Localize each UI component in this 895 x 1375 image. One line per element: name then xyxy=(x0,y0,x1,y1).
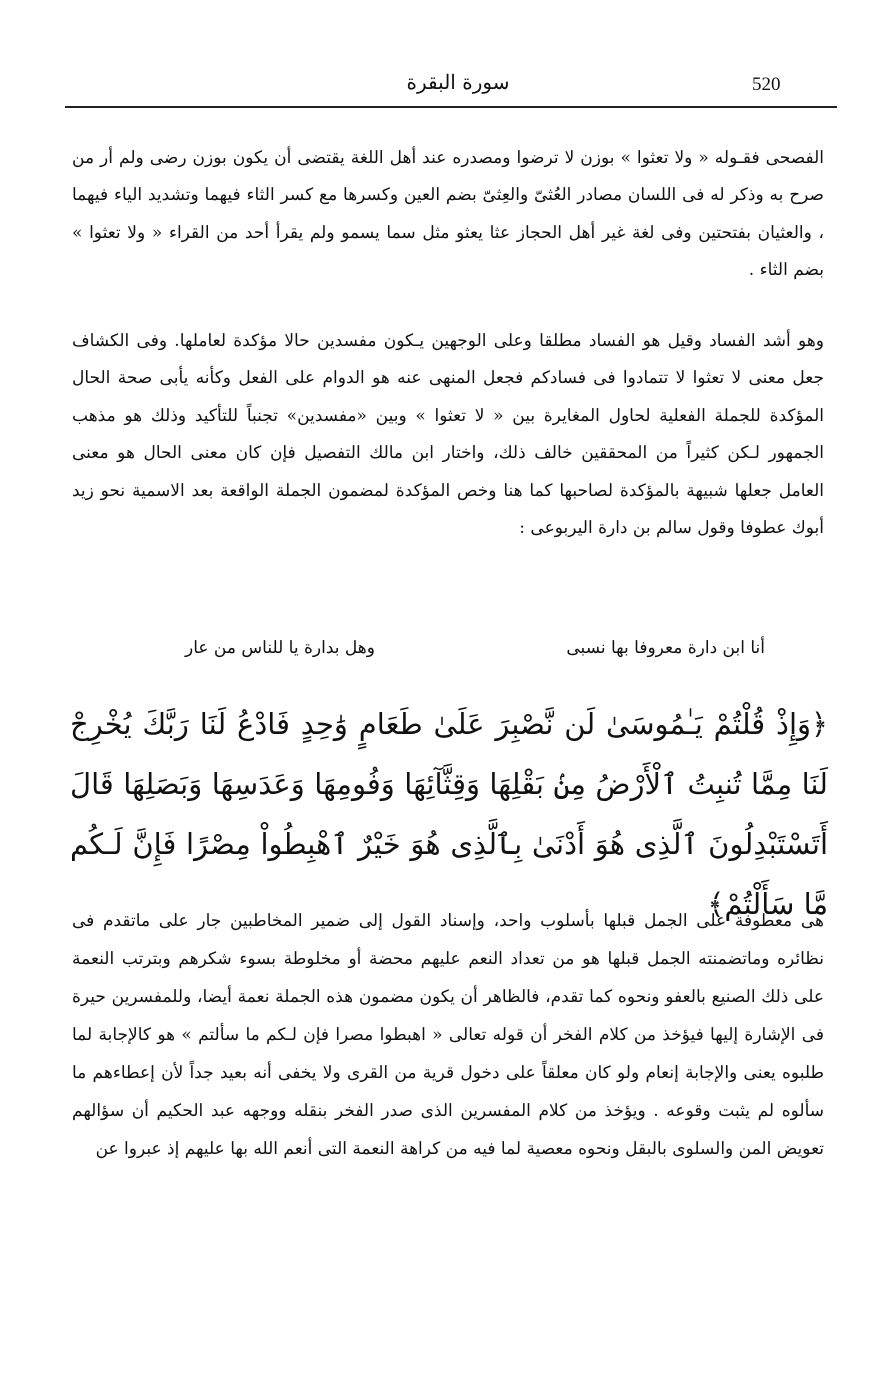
paragraph-3: هى معطوفة على الجمل قبلها بأسلوب واحد، وإسناد القول إلى ضمير المخاطبين جار على ماتقدم فى نظائره وماتضمنته الجمل قبلها هو من تعداد النعم عليهم محضة أو مخلوطة بسوء شكرهم وبترتب النعمة على ذلك الصنيع بالعفو ونحوه كما تقدم، فالظاهر أن يكون مضمون هذه الجملة نعمة أيضا، وللمفسرين حيرة فى الإشارة إليها فيؤخذ من كلام الفخر أن قوله تعالى « اهبطوا مصرا فإن لـكم ما سألتم » هو كالإجابة لما طلبوه يعنى والإجابة إنعام ولو كان معلقاً على دخول قرية من القرى ولا يخفى أنه بعيد جداً لأن إعطاءهم ما سألوه لم يثبت وقوعه . ويؤخذ من كلام المفسرين الذى صدر الفخر بنقله ووجهه عبد الحكيم أن سؤالهم تعويض المن والسلوى بالبقل ونحوه معصية لما فيه من كراهة النعمة التى أنعم الله بها عليهم إذ عبروا عن xyxy=(72,911,824,1159)
paragraph-2: وهو أشد الفساد وقيل هو الفساد مطلقا وعلى الوجهين يـكون مفسدين حالا مؤكدة لعاملها. وفى الكشاف جعل معنى لا تعثوا لا تتمادوا فى فسادكم فجعل المنهى عنه هو الدوام على الفعل وكأنه يأبى صحة الحال المؤكدة للجملة الفعلية لحاول المغايرة بين « لا تعثوا » وبين «مفسدين» تجنباً للتأكيد وذلك هو مذهب الجمهور لـكن كثيراً من المحققين خالف ذلك، واختار ابن مالك التفصيل فإن كان معنى الحال هو معنى العامل جعلها شبيهة بالمؤكدة لصاحبها كما هنا وخص المؤكدة لمضمون الجملة الواقعة بعد الاسمية نحو زيد أبوك عطوفا وقول سالم بن دارة اليربوعى : xyxy=(72,331,824,539)
header-rule xyxy=(65,106,837,108)
poetry-verse xyxy=(185,638,765,658)
verse-hemistich-2: وهل بدارة يا للناس من عار xyxy=(185,638,375,658)
page-number: 520 xyxy=(752,74,781,95)
quran-passage: ﴿وَإِذْ قُلْتُمْ يَـٰمُوسَىٰ لَن نَّصْبِرَ عَلَىٰ طَعَامٍ وَٰحِدٍ فَادْعُ لَنَا رَبَّكَ يُخْرِجْ لَنَا مِمَّا تُنبِتُ ٱلْأَرْضُ مِنۢ بَقْلِهَا وَقِثَّآئِهَا وَفُومِهَا وَعَدَسِهَا وَبَصَلِهَا قَالَ أَتَسْتَبْدِلُونَ ٱلَّذِى هُوَ أَدْنَىٰ بِٱلَّذِى هُوَ خَيْرٌ ٱهْبِطُواْ مِصْرًا فَإِنَّ لَـكُم مَّا سَأَلْتُمْ﴾ xyxy=(70,707,828,921)
verse-hemistich-1: أنا ابن دارة معروفا بها نسبى xyxy=(566,638,765,658)
running-head: سورة البقرة xyxy=(406,70,510,94)
paragraph-1: الفصحى فقـوله « ولا تعثوا » بوزن لا ترضوا ومصدره عند أهل اللغة يقتضى أن يكون بوزن رضى ولم أر من صرح به وذكر له فى اللسان مصادر العُثىّ والعِثىّ بضم العين وكسرها مع كسر الثاء فيهما وتشديد الياء فيهما ، والعثيان بفتحتين وفى لغة غير أهل الحجاز عثا يعثو مثل سما يسمو ولم يقرأ أحد من القراء « ولا تعثوا » بضم الثاء . xyxy=(72,148,824,281)
